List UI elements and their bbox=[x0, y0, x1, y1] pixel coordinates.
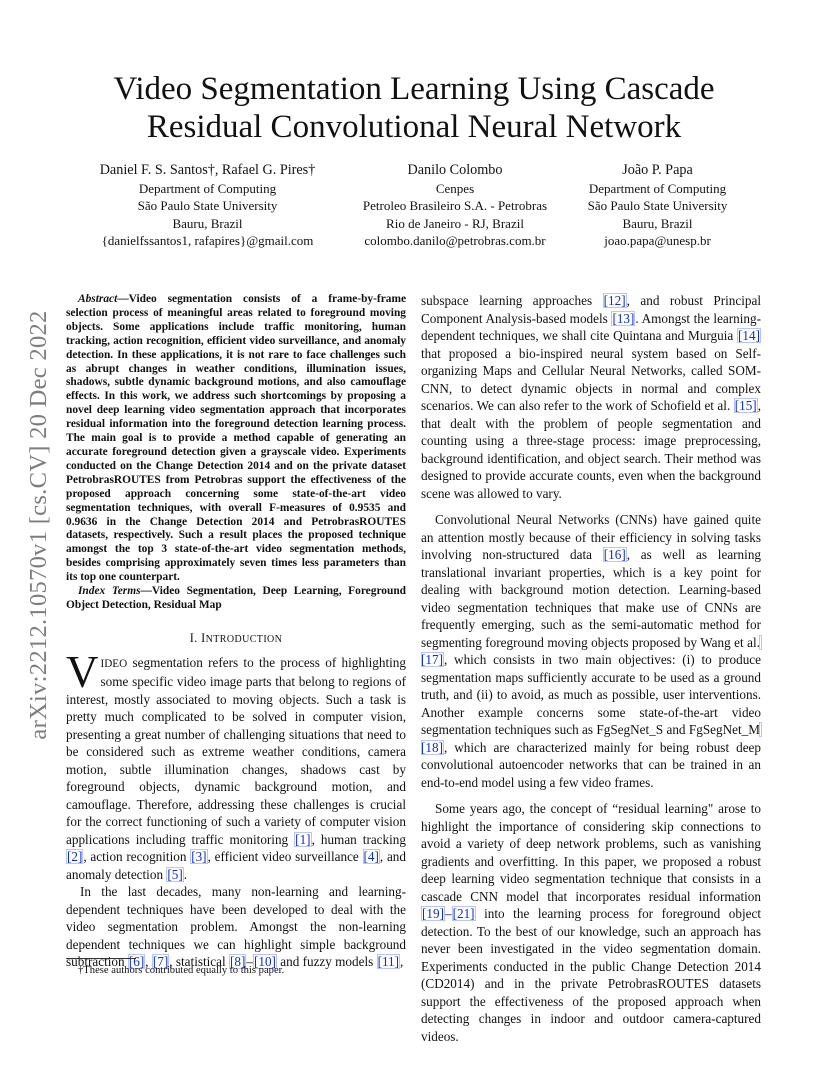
author-name: Danilo Colombo bbox=[407, 162, 503, 178]
citation-link[interactable]: [13] bbox=[612, 310, 635, 326]
abstract bbox=[66, 293, 406, 613]
paper-title bbox=[60, 70, 768, 146]
intro-paragraph: In the last decades, many non-learning and learning-dependent techniques have been developed to deal with the video segmentation problem. Amongst the non-learning dependent techniques we can highlight simple background subtraction [6], [7], statistical [8]–[10] and fuzzy models [11], bbox=[66, 884, 406, 970]
body-paragraph: subspace learning approaches [12], and robust Principal Component Analysis-based models [13]. Amongst the learning-dependent techniques, we shall cite Quintana and Murguia [14] that proposed a bio-inspired neural system based on Self-organizing Maps and Cellular Neural Networks, called SOM-CNN, to detect dynamic objects in normal and complex scenarios. We can also refer to the work of Schofield et al. [15], that dealt with the problem of people segmentation and counting using a three-stage process: image preprocessing, background identification, and object search. Their method was designed to provide accurate counts, even when the background scene was allowed to vary. bbox=[421, 293, 762, 501]
drop-cap: V bbox=[66, 646, 99, 697]
author-block bbox=[85, 162, 330, 249]
right-column bbox=[421, 292, 761, 1045]
index-terms-label: Index Terms bbox=[78, 585, 141, 598]
citation-link[interactable]: [4] bbox=[363, 849, 379, 865]
author-organization: São Paulo State University bbox=[587, 198, 728, 214]
abstract-label: Abstract bbox=[78, 293, 118, 305]
title-line: Residual Convolutional Neural Network bbox=[146, 109, 682, 145]
citation-link[interactable]: [21] bbox=[452, 906, 475, 921]
author-department: Department of Computing bbox=[138, 181, 277, 197]
author-organization: São Paulo State University bbox=[137, 198, 278, 214]
citation-link[interactable]: [19] bbox=[422, 906, 444, 921]
author-email: {danielfssantos1, rafapires}@gmail.com bbox=[101, 232, 314, 248]
citation-link[interactable]: [17] bbox=[421, 635, 761, 668]
footnote-rule bbox=[66, 958, 136, 959]
title-line: Video Segmentation Learning Using Cascade bbox=[113, 71, 715, 107]
citation-link[interactable]: [12] bbox=[603, 293, 626, 308]
citation-link[interactable]: [2] bbox=[67, 849, 83, 865]
citation-link[interactable]: [3] bbox=[191, 849, 207, 865]
citation-link[interactable]: [14] bbox=[738, 328, 760, 343]
author-block bbox=[340, 162, 570, 249]
citation-link[interactable]: [11] bbox=[377, 954, 400, 970]
author-department: Cenpes bbox=[435, 181, 475, 197]
index-terms-text: —Video Segmentation, Deep Learning, Foreground Object Detection, Residual Map bbox=[66, 585, 406, 611]
index-terms bbox=[66, 585, 406, 613]
arxiv-stamp-text: arXiv:2212.10570v1 [cs.CV] 20 Dec 2022 bbox=[25, 310, 52, 740]
citation-link[interactable]: [15] bbox=[734, 398, 757, 413]
author-location: Rio de Janeiro - RJ, Brazil bbox=[386, 215, 524, 231]
author-email: colombo.danilo@petrobras.com.br bbox=[364, 232, 546, 248]
author-organization: Petroleo Brasileiro S.A. - Petrobras bbox=[362, 198, 548, 214]
author-email: joao.papa@unesp.br bbox=[604, 232, 711, 248]
author-name: João P. Papa bbox=[622, 162, 693, 178]
citation-link[interactable]: [10] bbox=[253, 954, 276, 970]
arxiv-stamp bbox=[24, 290, 54, 760]
citation-link[interactable]: [18] bbox=[421, 722, 761, 755]
body-paragraph: Some years ago, the concept of “residual learning" arose to highlight the importance of considering skip connections to avoid a variety of deep network problems, such as vanishing gradients and overfitting. In this paper, we proposed a robust deep learning video segmentation technique that consists in a cascade CNN model that incorporates residual information [19]–[21] into the learning process for foreground object detection. To the best of our knowledge, such an approach has never been investigated in the video segmentation domain. Experiments conducted in the public Change Detection 2014 (CD2014) and in the private PetrobrasROUTES datasets support the effectiveness of the proposed approach when detecting changes in indoor and outdoor camera-captured videos. bbox=[421, 801, 761, 1044]
author-location: Bauru, Brazil bbox=[622, 215, 693, 231]
footnote-text: †These authors contributed equally to this paper. bbox=[78, 965, 285, 976]
body-paragraph: Convolutional Neural Networks (CNNs) have gained quite an attention mostly because of their efficiency in solving tasks involving non-structured data [16], as well as learning translational invariant properties, which is a key point for dealing with background motion detection. Learning-based video segmentation techniques that make use of CNNs are frequently emerging, such as the semi-automatic method for segmenting foreground moving objects proposed by Wang et al. [17], which consists in two main objectives: (i) to produce segmentation maps sufficiently accurate to be used as a ground truth, and (ii) to avoid, as much as possible, user interventions. Another example concerns some state-of-the-art video segmentation techniques such as FgSegNet_S and FgSegNet_M [18], which are characterized mainly for being robust deep convolutional autoencoder networks that can be trained in an end-to-end model using a few video frames. bbox=[421, 512, 762, 790]
citation-link[interactable]: [16] bbox=[603, 547, 626, 562]
intro-paragraph: VIDEO segmentation refers to the process of highlighting some specific video image parts that belong to regions of interest, mostly associated to moving objects. Such a task is pretty much complicated to be solved in computer vision, presenting a great number of challenging situations that need to be considered such as extreme weather conditions, camera motion, subtle illumination changes, shadows cast by foreground objects, dynamic background motion, and camouflage. Therefore, addressing these challenges is crucial for the correct functioning of such a variety of computer vision applications including traffic monitoring [1], human tracking [2], action recognition [3], efficient video surveillance [4], and anomaly detection [5]. bbox=[66, 646, 406, 882]
citation-link[interactable]: [6] bbox=[128, 954, 145, 970]
citation-link[interactable]: [8] bbox=[229, 954, 246, 970]
author-location: Bauru, Brazil bbox=[172, 215, 243, 231]
footnote bbox=[66, 958, 406, 977]
section-heading: I. INTRODUCTION bbox=[189, 630, 283, 645]
left-column bbox=[66, 293, 406, 971]
citation-link[interactable]: [1] bbox=[295, 831, 311, 847]
author-block bbox=[575, 162, 740, 249]
abstract-text: —Video segmentation consists of a frame-by-frame selection process of meaningful areas related to foreground moving objects. Some applications include traffic monitoring, human tracking, action recognition, efficient video surveillance, and anomaly detection. In these applications, it is not rare to face challenges such as abrupt changes in weather conditions, illumination issues, shadows, subtle dynamic background motions, and also camouflage effects. In this work, we address such shortcomings by proposing a novel deep learning video segmentation approach that incorporates residual information into the foreground detection learning process. The main goal is to provide a method capable of generating an accurate foreground detection given a grayscale video. Experiments conducted on the Change Detection 2014 and on the private dataset PetrobrasROUTES from Petrobras support the effectiveness of the proposed approach concerning some state-of-the-art video segmentation techniques, with overall F-measures of 0.9535 and 0.9636 in the Change Detection 2014 and PetrobrasROUTES datasets, respectively. Such a result places the proposed technique amongst the top 3 state-of-the-art video segmentation methods, besides comprising approximately seven times less parameters than its top one counterpart. bbox=[66, 293, 406, 584]
citation-link[interactable]: [5] bbox=[167, 866, 183, 882]
author-name: Daniel F. S. Santos†, Rafael G. Pires† bbox=[99, 162, 316, 178]
citation-link[interactable]: [7] bbox=[152, 954, 169, 970]
author-department: Department of Computing bbox=[588, 181, 727, 197]
lead-word: IDEO bbox=[100, 657, 128, 670]
